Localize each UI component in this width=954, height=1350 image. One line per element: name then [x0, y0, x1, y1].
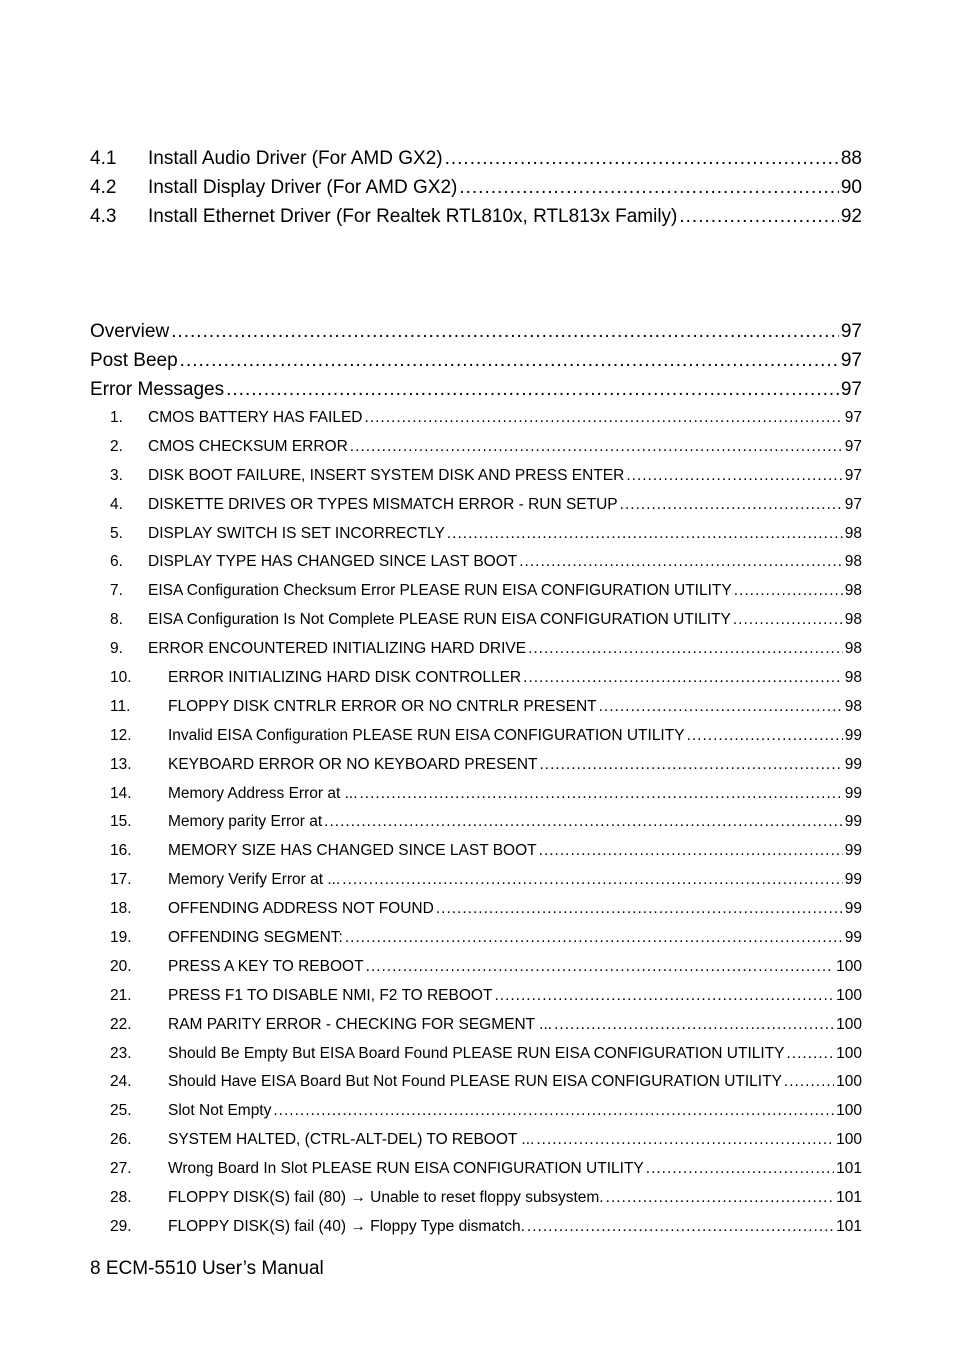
dot-leader [540, 756, 843, 774]
dot-leader [536, 1131, 834, 1149]
toc-entry-number: 3. [110, 466, 123, 484]
toc-entry-page: 97 [844, 437, 862, 455]
toc-entry-page: 101 [836, 1160, 862, 1178]
toc-entry-page: 101 [836, 1217, 862, 1235]
dot-leader [226, 379, 839, 401]
toc-entry-number: 29. [110, 1217, 132, 1235]
dot-leader [646, 1160, 834, 1178]
toc-entry-page: 98 [844, 553, 862, 571]
toc-entry-title: DISPLAY TYPE HAS CHANGED SINCE LAST BOOT [148, 553, 518, 571]
toc-entry-title: PRESS A KEY TO REBOOT [168, 957, 364, 975]
toc-entry-page: 97 [844, 495, 862, 513]
toc-entry-title: EISA Configuration Checksum Error PLEASE RUN EISA CONFIGURATION UTILITY [148, 582, 732, 600]
toc-entry-title: Post Beep [90, 350, 178, 371]
toc-entry[interactable] [90, 727, 862, 756]
toc-entry[interactable] [90, 496, 862, 525]
toc-entry-title: CMOS CHECKSUM ERROR [148, 437, 348, 455]
toc-entry-title: Should Be Empty But EISA Board Found PLEASE RUN EISA CONFIGURATION UTILITY [168, 1044, 785, 1062]
toc-entry-title: OFFENDING SEGMENT: [168, 929, 343, 947]
dot-leader [527, 1218, 834, 1236]
dot-leader [599, 698, 843, 716]
toc-entry-page: 99 [844, 900, 862, 918]
toc-entry-title: OFFENDING ADDRESS NOT FOUND [168, 900, 434, 918]
dot-leader [620, 496, 843, 514]
toc-entry[interactable] [90, 1045, 862, 1074]
toc-entry-title: RAM PARITY ERROR - CHECKING FOR SEGMENT ... [168, 1015, 553, 1033]
toc-entry-title: FLOPPY DISK(S) fail (80) → Unable to reset floppy subsystem. [168, 1189, 604, 1207]
dot-leader [679, 206, 838, 228]
toc-entry[interactable] [90, 958, 862, 987]
toc-entry-title: Install Display Driver (For AMD GX2) [148, 177, 458, 198]
dot-leader [273, 1102, 834, 1120]
toc-entry-page: 97 [840, 379, 862, 400]
toc-error-messages-list [90, 409, 862, 1247]
toc-entry[interactable] [90, 669, 862, 698]
toc-entry-title: Invalid EISA Configuration PLEASE RUN EISA CONFIGURATION UTILITY [168, 726, 685, 744]
dot-leader [523, 669, 843, 687]
toc-entry-page: 92 [840, 206, 862, 227]
toc-entry-title: DISKETTE DRIVES OR TYPES MISMATCH ERROR - RUN SETUP [148, 495, 618, 513]
toc-entry[interactable] [90, 698, 862, 727]
toc-entry-page: 100 [836, 1015, 862, 1033]
dot-leader [626, 467, 842, 485]
dot-leader [606, 1189, 835, 1207]
toc-entry-title: Overview [90, 321, 170, 342]
toc-entry-page: 99 [844, 871, 862, 889]
toc-chapter4-list [90, 148, 862, 235]
page-footer: 8 ECM-5510 User’s Manual [90, 1258, 324, 1279]
toc-entry-page: 99 [844, 755, 862, 773]
toc-entry[interactable] [90, 206, 862, 235]
toc-entry-page: 98 [844, 669, 862, 687]
toc-entry-title: Should Have EISA Board But Not Found PLEASE RUN EISA CONFIGURATION UTILITY [168, 1073, 782, 1091]
toc-entry-title: ERROR ENCOUNTERED INITIALIZING HARD DRIVE [148, 640, 527, 658]
dot-leader [459, 177, 839, 199]
toc-entry-title: FLOPPY DISK(S) fail (40) → Floppy Type dismatch. [168, 1217, 525, 1235]
toc-entry-page: 99 [844, 813, 862, 831]
dot-leader [733, 611, 843, 629]
toc-entry-title: CMOS BATTERY HAS FAILED [148, 409, 363, 426]
dot-leader [519, 553, 843, 571]
dot-leader [342, 871, 842, 889]
toc-entry-title: SYSTEM HALTED, (CTRL-ALT-DEL) TO REBOOT ... [168, 1131, 535, 1149]
toc-entry[interactable] [90, 379, 862, 408]
toc-entry[interactable] [90, 1189, 862, 1218]
dot-leader [436, 900, 843, 918]
toc-entry-page: 99 [844, 842, 862, 860]
toc-entry-title: Memory Address Error at ... [168, 784, 358, 802]
toc-entry-number: 5. [110, 524, 123, 542]
dot-leader [171, 321, 839, 343]
toc-entry[interactable] [90, 467, 862, 496]
toc-entry-title: Install Ethernet Driver (For Realtek RTL810x, RTL813x Family) [148, 206, 678, 227]
toc-entry-number: 6. [110, 553, 123, 571]
toc-entry-title: Install Audio Driver (For AMD GX2) [148, 148, 443, 169]
toc-entry-number: 4.2 [90, 177, 117, 198]
dot-leader [366, 958, 835, 976]
toc-entry-page: 100 [836, 1131, 862, 1149]
toc-entry-page: 98 [844, 582, 862, 600]
toc-entry[interactable] [90, 929, 862, 958]
toc-entry[interactable] [90, 1160, 862, 1189]
toc-entry-number: 19. [110, 929, 132, 947]
toc-entry-number: 10. [110, 669, 132, 687]
dot-leader [554, 1016, 834, 1034]
toc-entry-number: 15. [110, 813, 132, 831]
dot-leader [180, 350, 839, 372]
toc-entry-title: DISPLAY SWITCH IS SET INCORRECTLY [148, 524, 445, 542]
toc-entry-number: 23. [110, 1044, 132, 1062]
toc-entry-page: 97 [840, 321, 862, 342]
toc-entry[interactable] [90, 525, 862, 554]
dot-leader [324, 813, 843, 831]
toc-appendix-list [90, 321, 862, 408]
toc-entry-number: 9. [110, 640, 123, 658]
toc-entry-title: Wrong Board In Slot PLEASE RUN EISA CONFIGURATION UTILITY [168, 1160, 644, 1178]
toc-entry[interactable] [90, 842, 862, 871]
toc-entry-title: EISA Configuration Is Not Complete PLEASE RUN EISA CONFIGURATION UTILITY [148, 611, 731, 629]
toc-entry-number: 26. [110, 1131, 132, 1149]
toc-entry-number: 21. [110, 986, 132, 1004]
toc-entry-number: 27. [110, 1160, 132, 1178]
toc-entry-number: 24. [110, 1073, 132, 1091]
toc-entry-page: 97 [844, 466, 862, 484]
toc-entry-number: 4. [110, 495, 123, 513]
toc-entry[interactable] [90, 640, 862, 669]
toc-entry-number: 1. [110, 409, 123, 426]
dot-leader [445, 148, 839, 170]
toc-entry[interactable] [90, 1218, 862, 1247]
toc-entry-page: 97 [844, 409, 862, 426]
toc-entry-title: Memory parity Error at [168, 813, 323, 831]
toc-entry-title: PRESS F1 TO DISABLE NMI, F2 TO REBOOT [168, 986, 493, 1004]
toc-entry-title: Error Messages [90, 379, 225, 400]
dot-leader [687, 727, 843, 745]
toc-entry-page: 97 [840, 350, 862, 371]
toc-entry-number: 22. [110, 1015, 132, 1033]
toc-entry[interactable] [90, 987, 862, 1016]
toc-entry-page: 98 [844, 611, 862, 629]
toc-entry-number: 13. [110, 755, 132, 773]
toc-entry-number: 17. [110, 871, 132, 889]
toc-entry-number: 28. [110, 1189, 132, 1207]
toc-entry-number: 14. [110, 784, 132, 802]
toc-entry-number: 25. [110, 1102, 132, 1120]
toc-entry-page: 98 [844, 640, 862, 658]
toc-entry-page: 99 [844, 726, 862, 744]
toc-entry-number: 20. [110, 957, 132, 975]
toc-entry-number: 12. [110, 726, 132, 744]
toc-entry-page: 99 [844, 784, 862, 802]
toc-entry-number: 8. [110, 611, 123, 629]
toc-entry-number: 18. [110, 900, 132, 918]
dot-leader [364, 409, 842, 427]
toc-entry-number: 16. [110, 842, 132, 860]
dot-leader [734, 582, 843, 600]
dot-leader [539, 842, 843, 860]
toc-entry[interactable] [90, 1073, 862, 1102]
toc-entry-number: 7. [110, 582, 123, 600]
toc-entry[interactable] [90, 611, 862, 640]
toc-entry[interactable] [90, 409, 862, 438]
toc-entry[interactable] [90, 785, 862, 814]
toc-entry[interactable] [90, 148, 862, 177]
toc-entry-title: Memory Verify Error at ... [168, 871, 341, 889]
toc-entry[interactable] [90, 553, 862, 582]
toc-entry[interactable] [90, 1131, 862, 1160]
toc-entry-page: 90 [840, 177, 862, 198]
toc-entry-page: 98 [844, 697, 862, 715]
toc-entry[interactable] [90, 177, 862, 206]
dot-leader [528, 640, 843, 658]
toc-entry-page: 99 [844, 929, 862, 947]
toc-entry-page: 100 [836, 986, 862, 1004]
toc-entry[interactable] [90, 813, 862, 842]
toc-entry[interactable] [90, 871, 862, 900]
toc-entry-title: FLOPPY DISK CNTRLR ERROR OR NO CNTRLR PRESENT [168, 697, 597, 715]
dot-leader [447, 525, 843, 543]
toc-entry[interactable] [90, 756, 862, 785]
toc-entry[interactable] [90, 350, 862, 379]
toc-entry-number: 4.3 [90, 206, 117, 227]
toc-entry-page: 100 [836, 957, 862, 975]
toc-entry[interactable] [90, 321, 862, 350]
toc-entry[interactable] [90, 900, 862, 929]
toc-entry-number: 2. [110, 437, 123, 455]
toc-entry-page: 100 [836, 1073, 862, 1091]
toc-entry[interactable] [90, 438, 862, 467]
toc-entry[interactable] [90, 1016, 862, 1045]
toc-entry-title: DISK BOOT FAILURE, INSERT SYSTEM DISK AND PRESS ENTER [148, 466, 625, 484]
dot-leader [360, 785, 843, 803]
toc-entry-title: Slot Not Empty [168, 1102, 272, 1120]
toc-entry[interactable] [90, 1102, 862, 1131]
toc-entry-page: 100 [836, 1102, 862, 1120]
toc-entry-page: 101 [836, 1189, 862, 1207]
dot-leader [350, 438, 843, 456]
dot-leader [784, 1073, 834, 1091]
toc-entry-page: 98 [844, 524, 862, 542]
toc-entry-number: 4.1 [90, 148, 117, 169]
dot-leader [787, 1045, 835, 1063]
dot-leader [494, 987, 834, 1005]
toc-entry-title: ERROR INITIALIZING HARD DISK CONTROLLER [168, 669, 522, 687]
toc-entry-page: 88 [840, 148, 862, 169]
toc-entry[interactable] [90, 582, 862, 611]
toc-entry-page: 100 [836, 1044, 862, 1062]
toc-entry-title: KEYBOARD ERROR OR NO KEYBOARD PRESENT [168, 755, 538, 773]
toc-entry-number: 11. [110, 697, 131, 715]
dot-leader [345, 929, 843, 947]
toc-entry-title: MEMORY SIZE HAS CHANGED SINCE LAST BOOT [168, 842, 537, 860]
